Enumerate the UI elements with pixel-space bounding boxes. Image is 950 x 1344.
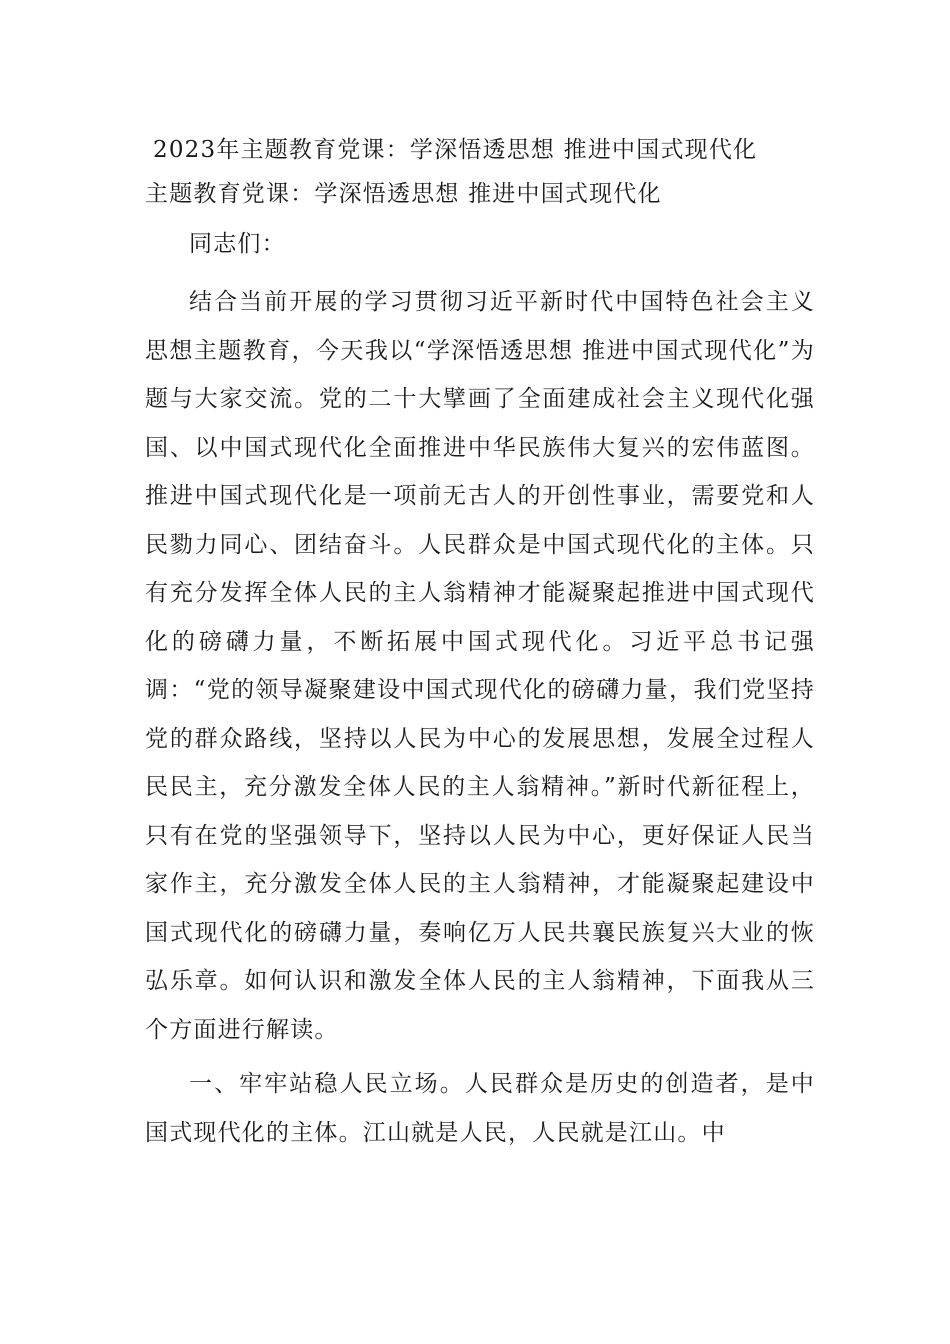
document-body <box>145 128 815 1157</box>
document-subtitle: 主题教育党课：学深悟透思想 推进中国式现代化 <box>145 181 662 207</box>
greeting: 同志们： <box>189 231 286 257</box>
document-title: 2023年主题教育党课：学深悟透思想 推进中国式现代化 <box>153 137 758 163</box>
paragraph-intro: 结合当前开展的学习贯彻习近平新时代中国特色社会主义思想主题教育，今天我以“学深悟透思想 推进中国式现代化”为题与大家交流。党的二十大擘画了全面建成社会主义现代化强国、以中国式现代化全面推进中华民族伟大复兴的宏伟蓝图。推进中国式现代化是一项前无古人的开创性事业，需要党和人民勠力同心、团结奋斗。人民群众是中国式现代化的主体。只有充分发挥全体人民的主人翁精神才能凝聚起推进中国式现代化的磅礴力量，不断拓展中国式现代化。习近平总书记强调：“党的领导凝聚建设中国式现代化的磅礴力量，我们党坚持党的群众路线，坚持以人民为中心的发展思想，发展全过程人民民主，充分激发全体人民的主人翁精神。”新时代新征程上，只有在党的坚强领导下，坚持以人民为中心，更好保证人民当家作主，充分激发全体人民的主人翁精神，才能凝聚起建设中国式现代化的磅礴力量，奏响亿万人民共襄民族复兴大业的恢弘乐章。如何认识和激发全体人民的主人翁精神，下面我从三个方面进行解读。 <box>145 289 815 1043</box>
paragraph-section-one: 一、牢牢站稳人民立场。人民群众是历史的创造者，是中国式现代化的主体。江山就是人民，人民就是江山。中 <box>145 1071 815 1146</box>
